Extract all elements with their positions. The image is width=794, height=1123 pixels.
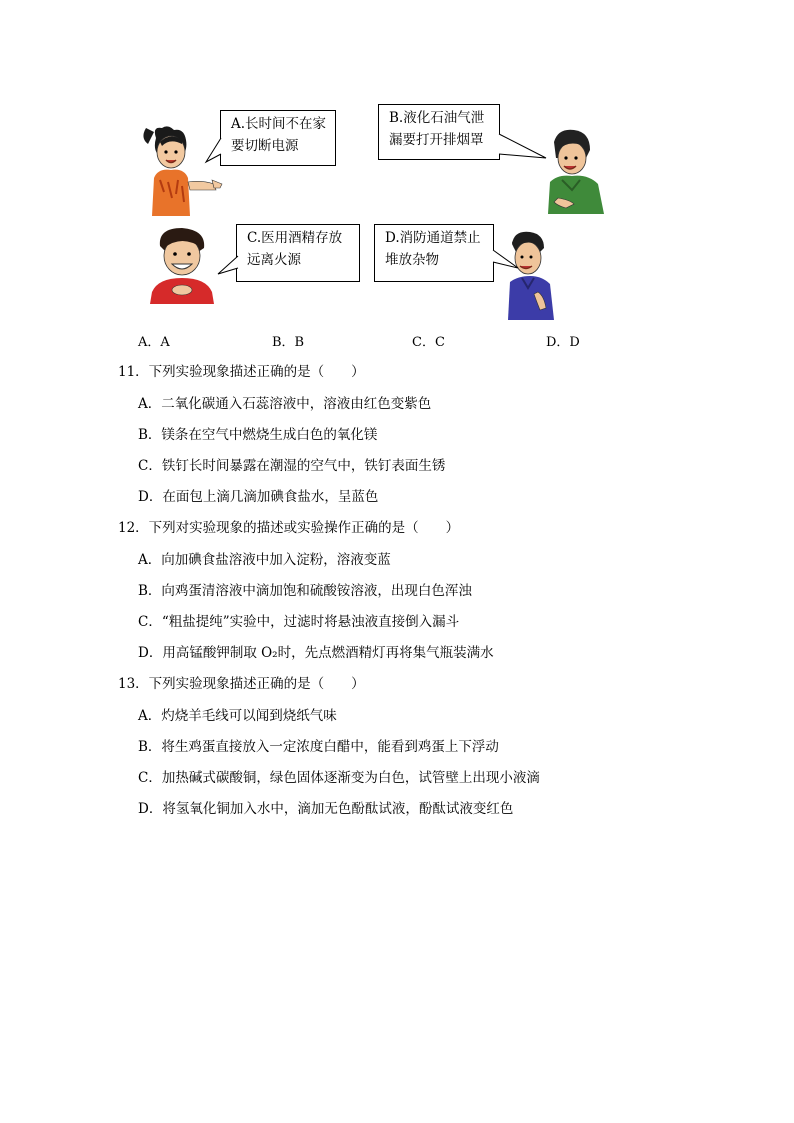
q10-option-d: D．D [546, 335, 580, 350]
man-green-shirt-figure [540, 128, 620, 218]
question-12 [118, 518, 494, 661]
question-11-title: 11．下列实验现象描述正确的是（ ） [118, 364, 365, 380]
speech-bubble-d-tail [492, 246, 522, 274]
question-12-option-a: A．向加碘食盐溶液中加入淀粉，溶液变蓝 [138, 552, 391, 568]
question-11-option-a: A．二氧化碳通入石蕊溶液中，溶液由红色变紫色 [138, 396, 432, 412]
speech-bubble-c [236, 224, 360, 282]
question-13-option-d: D．将氢氧化铜加入水中，滴加无色酚酞试液，酚酞试液变红色 [138, 801, 514, 817]
speech-bubble-d [374, 224, 494, 282]
man-blue-shirt-figure [498, 230, 568, 322]
speech-bubble-b-text: B.液化石油气泄漏要打开排烟罩 [389, 110, 485, 148]
question-13-option-b: B．将生鸡蛋直接放入一定浓度白醋中，能看到鸡蛋上下浮动 [138, 739, 499, 755]
q10-option-a: A．A [138, 335, 170, 350]
speech-bubble-a [220, 110, 336, 166]
speech-bubble-c-tail [216, 254, 240, 282]
q10-options [0, 331, 794, 351]
question-13-title: 13．下列实验现象描述正确的是（ ） [118, 676, 365, 692]
question-11-option-d: D．在面包上滴几滴加碘食盐水，呈蓝色 [138, 489, 379, 505]
question-13-option-c: C．加热碱式碳酸铜，绿色固体逐渐变为白色，试管壁上出现小液滴 [138, 770, 540, 786]
question-11-option-c: C．铁钉长时间暴露在潮湿的空气中，铁钉表面生锈 [138, 458, 446, 474]
speech-bubble-c-text: C.医用酒精存放远离火源 [247, 230, 343, 268]
question-13-option-a: A．灼烧羊毛线可以闻到烧纸气味 [138, 708, 337, 724]
safety-illustration [130, 98, 630, 323]
question-11 [118, 362, 446, 505]
speech-bubble-a-tail [204, 138, 224, 166]
question-11-option-b: B．镁条在空气中燃烧生成白色的氧化镁 [138, 427, 378, 443]
boy-red-shirt-figure [148, 226, 220, 306]
question-12-option-c: C．“粗盐提纯”实验中，过滤时将悬浊液直接倒入漏斗 [138, 614, 460, 630]
speech-bubble-d-text: D.消防通道禁止堆放杂物 [385, 230, 481, 268]
q10-option-c: C．C [412, 335, 445, 350]
girl-figure [138, 122, 228, 216]
speech-bubble-a-text: A.长时间不在家要切断电源 [231, 116, 327, 154]
question-13 [118, 674, 540, 817]
question-12-option-d: D．用高锰酸钾制取 O₂时，先点燃酒精灯再将集气瓶装满水 [138, 645, 494, 661]
speech-bubble-b-tail [498, 132, 550, 162]
question-12-title: 12．下列对实验现象的描述或实验操作正确的是（ ） [118, 520, 460, 536]
q10-option-b: B．B [272, 335, 305, 350]
speech-bubble-b [378, 104, 500, 160]
question-12-option-b: B．向鸡蛋清溶液中滴加饱和硫酸铵溶液，出现白色浑浊 [138, 583, 472, 599]
